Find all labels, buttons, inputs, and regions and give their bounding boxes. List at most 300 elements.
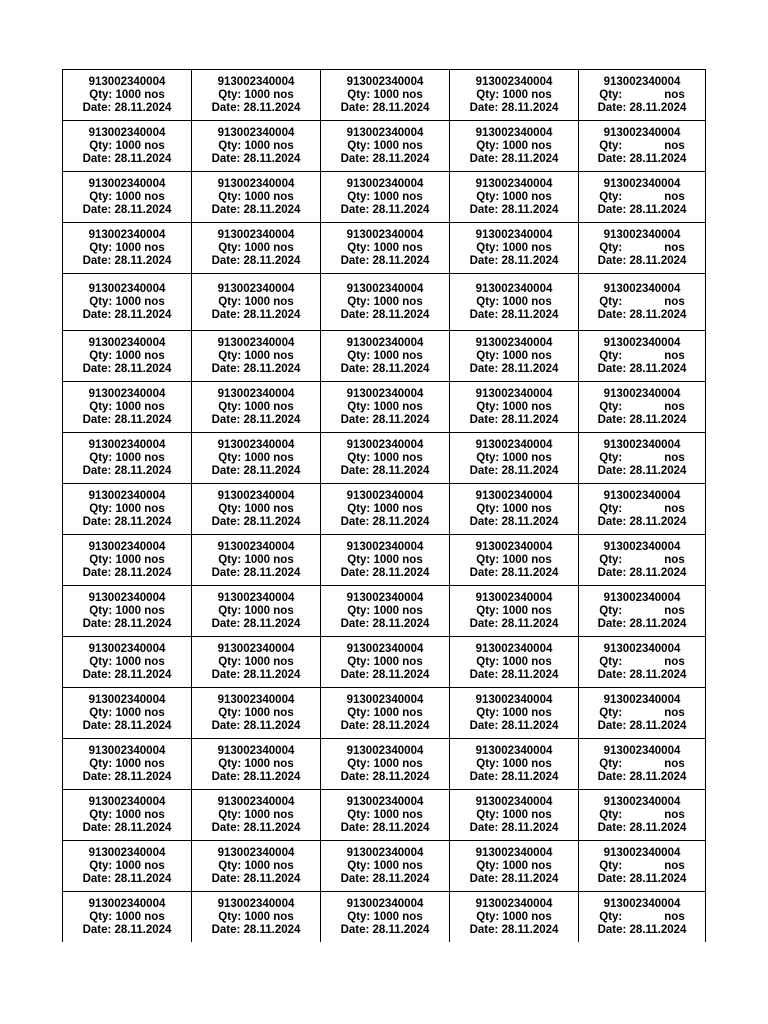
- quantity-label: Qty:: [599, 400, 623, 413]
- quantity-label: Qty:: [476, 139, 500, 152]
- date-line: Date: 28.11.2024: [340, 770, 430, 783]
- date-line: Date: 28.11.2024: [597, 719, 687, 732]
- part-code: 913002340004: [88, 591, 166, 604]
- quantity-label: Qty:: [218, 451, 242, 464]
- label-cell: [579, 688, 706, 739]
- quantity-label: Qty:: [599, 604, 623, 617]
- quantity-value: 1000: [502, 451, 529, 464]
- part-code: 913002340004: [217, 336, 295, 349]
- quantity-line: [321, 140, 449, 153]
- date-line: Date: 28.11.2024: [597, 362, 687, 375]
- quantity-line: [192, 758, 320, 771]
- part-code: 913002340004: [217, 489, 295, 502]
- label-cell: [192, 172, 321, 223]
- date-line: Date: 28.11.2024: [340, 464, 430, 477]
- quantity-label: Qty:: [89, 808, 113, 821]
- quantity-line: [63, 809, 191, 822]
- date-line: Date: 28.11.2024: [82, 203, 172, 216]
- quantity-unit: nos: [531, 604, 552, 617]
- quantity-label: Qty:: [218, 349, 242, 362]
- label-cell: [579, 223, 706, 274]
- date-line: Date: 28.11.2024: [597, 515, 687, 528]
- quantity-value: 1000: [373, 859, 400, 872]
- part-code: 913002340004: [88, 897, 166, 910]
- part-code: 913002340004: [346, 642, 424, 655]
- part-code: 913002340004: [603, 282, 681, 295]
- quantity-unit: nos: [144, 190, 165, 203]
- quantity-line: [63, 140, 191, 153]
- quantity-label: Qty:: [599, 706, 623, 719]
- quantity-line: [579, 758, 705, 771]
- part-code: 913002340004: [475, 795, 553, 808]
- label-cell: [192, 892, 321, 943]
- quantity-value: 1000: [244, 757, 271, 770]
- label-cell: [450, 70, 579, 121]
- label-cell: [450, 433, 579, 484]
- date-line: Date: 28.11.2024: [340, 254, 430, 267]
- date-line: Date: 28.11.2024: [469, 923, 559, 936]
- quantity-line: [579, 809, 705, 822]
- quantity-label: Qty:: [476, 757, 500, 770]
- quantity-line: [450, 911, 578, 924]
- quantity-value: 1000: [373, 910, 400, 923]
- quantity-line: [192, 242, 320, 255]
- part-code: 913002340004: [217, 126, 295, 139]
- label-cell: [579, 535, 706, 586]
- quantity-line: [192, 860, 320, 873]
- quantity-value: 1000: [115, 553, 142, 566]
- date-line: Date: 28.11.2024: [211, 101, 301, 114]
- quantity-line: [321, 452, 449, 465]
- label-cell: [192, 586, 321, 637]
- date-line: Date: 28.11.2024: [340, 821, 430, 834]
- quantity-label: Qty:: [89, 295, 113, 308]
- date-line: Date: 28.11.2024: [211, 617, 301, 630]
- part-code: 913002340004: [88, 282, 166, 295]
- quantity-unit: nos: [273, 910, 294, 923]
- quantity-label: Qty:: [89, 757, 113, 770]
- quantity-unit: nos: [402, 400, 423, 413]
- quantity-label: Qty:: [218, 295, 242, 308]
- label-cell: [63, 790, 192, 841]
- quantity-label: Qty:: [89, 190, 113, 203]
- label-cell: [579, 484, 706, 535]
- part-code: 913002340004: [475, 387, 553, 400]
- quantity-value: 1000: [115, 400, 142, 413]
- label-cell: [321, 172, 450, 223]
- date-line: Date: 28.11.2024: [469, 254, 559, 267]
- label-row: [63, 433, 706, 484]
- quantity-value: 1000: [115, 655, 142, 668]
- quantity-label: Qty:: [347, 190, 371, 203]
- date-line: Date: 28.11.2024: [211, 362, 301, 375]
- label-row: [63, 637, 706, 688]
- quantity-value: 1000: [502, 655, 529, 668]
- part-code: 913002340004: [475, 489, 553, 502]
- quantity-label: Qty:: [599, 859, 623, 872]
- quantity-value: 1000: [244, 859, 271, 872]
- quantity-line: [450, 89, 578, 102]
- quantity-line: [192, 452, 320, 465]
- label-cell: [450, 739, 579, 790]
- part-code: 913002340004: [88, 126, 166, 139]
- quantity-label: Qty:: [599, 241, 623, 254]
- quantity-value: 1000: [244, 502, 271, 515]
- quantity-unit: nos: [531, 295, 552, 308]
- quantity-label: Qty:: [218, 553, 242, 566]
- quantity-unit: nos: [273, 295, 294, 308]
- quantity-label: Qty:: [347, 553, 371, 566]
- quantity-line: [63, 242, 191, 255]
- part-code: 913002340004: [217, 744, 295, 757]
- quantity-label: Qty:: [89, 349, 113, 362]
- quantity-unit: nos: [144, 553, 165, 566]
- quantity-line: [63, 296, 191, 309]
- quantity-line: [192, 191, 320, 204]
- quantity-unit: nos: [273, 757, 294, 770]
- date-line: Date: 28.11.2024: [82, 308, 172, 321]
- quantity-label: Qty:: [476, 502, 500, 515]
- quantity-label: Qty:: [89, 451, 113, 464]
- quantity-line: [450, 860, 578, 873]
- quantity-unit: nos: [144, 241, 165, 254]
- quantity-label: Qty:: [347, 859, 371, 872]
- quantity-unit: nos: [402, 139, 423, 152]
- quantity-unit: nos: [273, 706, 294, 719]
- date-line: Date: 28.11.2024: [211, 719, 301, 732]
- quantity-value: 1000: [115, 139, 142, 152]
- label-cell: [63, 637, 192, 688]
- quantity-unit: nos: [402, 757, 423, 770]
- quantity-value: 1000: [244, 910, 271, 923]
- quantity-value: 1000: [373, 190, 400, 203]
- label-cell: [63, 172, 192, 223]
- quantity-label: Qty:: [347, 88, 371, 101]
- date-line: Date: 28.11.2024: [597, 464, 687, 477]
- part-code: 913002340004: [603, 126, 681, 139]
- label-cell: [321, 433, 450, 484]
- quantity-unit: nos: [664, 451, 685, 464]
- label-row: [63, 688, 706, 739]
- label-cell: [321, 223, 450, 274]
- quantity-line: [450, 242, 578, 255]
- quantity-value: 1000: [115, 190, 142, 203]
- label-cell: [63, 586, 192, 637]
- quantity-line: [450, 605, 578, 618]
- part-code: 913002340004: [603, 336, 681, 349]
- quantity-label: Qty:: [476, 88, 500, 101]
- quantity-label: Qty:: [347, 139, 371, 152]
- date-line: Date: 28.11.2024: [597, 872, 687, 885]
- part-code: 913002340004: [346, 228, 424, 241]
- quantity-unit: nos: [402, 910, 423, 923]
- quantity-value: 1000: [115, 349, 142, 362]
- part-code: 913002340004: [475, 336, 553, 349]
- quantity-value: 1000: [502, 553, 529, 566]
- part-code: 913002340004: [475, 897, 553, 910]
- quantity-label: Qty:: [476, 553, 500, 566]
- quantity-label: Qty:: [347, 502, 371, 515]
- label-cell: [579, 790, 706, 841]
- date-line: Date: 28.11.2024: [82, 152, 172, 165]
- label-cell: [450, 223, 579, 274]
- quantity-unit: nos: [273, 400, 294, 413]
- part-code: 913002340004: [88, 642, 166, 655]
- quantity-line: [450, 350, 578, 363]
- date-line: Date: 28.11.2024: [469, 617, 559, 630]
- quantity-value: 1000: [244, 295, 271, 308]
- quantity-unit: nos: [144, 757, 165, 770]
- quantity-value: 1000: [502, 88, 529, 101]
- label-cell: [579, 274, 706, 331]
- quantity-unit: nos: [531, 910, 552, 923]
- date-line: Date: 28.11.2024: [82, 413, 172, 426]
- quantity-value: 1000: [373, 241, 400, 254]
- quantity-value: 1000: [115, 706, 142, 719]
- quantity-unit: nos: [144, 502, 165, 515]
- date-line: Date: 28.11.2024: [340, 566, 430, 579]
- date-line: Date: 28.11.2024: [340, 872, 430, 885]
- date-line: Date: 28.11.2024: [469, 308, 559, 321]
- label-cell: [450, 274, 579, 331]
- date-line: Date: 28.11.2024: [82, 617, 172, 630]
- part-code: 913002340004: [346, 540, 424, 553]
- quantity-unit: nos: [531, 502, 552, 515]
- date-line: Date: 28.11.2024: [82, 464, 172, 477]
- quantity-line: [192, 296, 320, 309]
- part-code: 913002340004: [603, 591, 681, 604]
- label-cell: [579, 586, 706, 637]
- label-cell: [63, 70, 192, 121]
- quantity-line: [450, 758, 578, 771]
- date-line: Date: 28.11.2024: [82, 668, 172, 681]
- quantity-unit: nos: [144, 139, 165, 152]
- label-cell: [450, 331, 579, 382]
- quantity-label: Qty:: [599, 349, 623, 362]
- label-cell: [321, 688, 450, 739]
- date-line: Date: 28.11.2024: [211, 152, 301, 165]
- quantity-line: [579, 605, 705, 618]
- label-cell: [321, 535, 450, 586]
- date-line: Date: 28.11.2024: [82, 923, 172, 936]
- quantity-line: [63, 860, 191, 873]
- date-line: Date: 28.11.2024: [340, 515, 430, 528]
- part-code: 913002340004: [603, 744, 681, 757]
- quantity-value: 1000: [244, 706, 271, 719]
- part-code: 913002340004: [88, 438, 166, 451]
- quantity-unit: nos: [273, 859, 294, 872]
- quantity-line: [192, 503, 320, 516]
- quantity-line: [192, 605, 320, 618]
- quantity-line: [321, 242, 449, 255]
- quantity-unit: nos: [402, 502, 423, 515]
- quantity-label: Qty:: [599, 88, 623, 101]
- label-cell: [579, 637, 706, 688]
- date-line: Date: 28.11.2024: [469, 872, 559, 885]
- quantity-value: 1000: [244, 190, 271, 203]
- quantity-unit: nos: [402, 241, 423, 254]
- quantity-value: 1000: [244, 88, 271, 101]
- label-cell: [192, 223, 321, 274]
- quantity-unit: nos: [531, 655, 552, 668]
- quantity-label: Qty:: [347, 910, 371, 923]
- part-code: 913002340004: [217, 387, 295, 400]
- quantity-value: 1000: [502, 349, 529, 362]
- label-row: [63, 586, 706, 637]
- quantity-value: 1000: [373, 502, 400, 515]
- quantity-unit: nos: [273, 502, 294, 515]
- quantity-line: [321, 89, 449, 102]
- quantity-line: [63, 89, 191, 102]
- quantity-line: [63, 911, 191, 924]
- quantity-line: [579, 191, 705, 204]
- quantity-line: [192, 89, 320, 102]
- quantity-unit: nos: [531, 808, 552, 821]
- part-code: 913002340004: [603, 489, 681, 502]
- quantity-line: [579, 860, 705, 873]
- quantity-value: 1000: [115, 451, 142, 464]
- quantity-label: Qty:: [476, 451, 500, 464]
- quantity-label: Qty:: [476, 655, 500, 668]
- quantity-value: 1000: [373, 139, 400, 152]
- part-code: 913002340004: [475, 744, 553, 757]
- quantity-label: Qty:: [218, 400, 242, 413]
- date-line: Date: 28.11.2024: [82, 872, 172, 885]
- label-cell: [450, 121, 579, 172]
- part-code: 913002340004: [88, 387, 166, 400]
- part-code: 913002340004: [346, 282, 424, 295]
- quantity-line: [450, 707, 578, 720]
- date-line: Date: 28.11.2024: [469, 821, 559, 834]
- quantity-label: Qty:: [476, 241, 500, 254]
- quantity-unit: nos: [273, 190, 294, 203]
- date-line: Date: 28.11.2024: [211, 872, 301, 885]
- quantity-line: [450, 401, 578, 414]
- quantity-unit: nos: [664, 241, 685, 254]
- quantity-unit: nos: [402, 88, 423, 101]
- quantity-line: [321, 401, 449, 414]
- quantity-line: [579, 401, 705, 414]
- label-cell: [63, 382, 192, 433]
- quantity-label: Qty:: [347, 655, 371, 668]
- quantity-line: [321, 605, 449, 618]
- quantity-label: Qty:: [347, 295, 371, 308]
- quantity-label: Qty:: [476, 808, 500, 821]
- quantity-unit: nos: [144, 706, 165, 719]
- quantity-unit: nos: [664, 190, 685, 203]
- quantity-label: Qty:: [218, 139, 242, 152]
- label-cell: [579, 433, 706, 484]
- part-code: 913002340004: [475, 693, 553, 706]
- label-cell: [450, 790, 579, 841]
- quantity-label: Qty:: [89, 241, 113, 254]
- quantity-label: Qty:: [599, 139, 623, 152]
- part-code: 913002340004: [346, 336, 424, 349]
- label-cell: [321, 739, 450, 790]
- part-code: 913002340004: [603, 75, 681, 88]
- label-cell: [450, 382, 579, 433]
- date-line: Date: 28.11.2024: [82, 821, 172, 834]
- label-row: [63, 223, 706, 274]
- quantity-line: [579, 656, 705, 669]
- part-code: 913002340004: [346, 744, 424, 757]
- quantity-value: 1000: [244, 808, 271, 821]
- quantity-line: [450, 452, 578, 465]
- date-line: Date: 28.11.2024: [469, 770, 559, 783]
- quantity-line: [321, 707, 449, 720]
- date-line: Date: 28.11.2024: [82, 515, 172, 528]
- part-code: 913002340004: [603, 642, 681, 655]
- part-code: 913002340004: [217, 693, 295, 706]
- quantity-line: [192, 707, 320, 720]
- label-cell: [450, 841, 579, 892]
- quantity-label: Qty:: [89, 859, 113, 872]
- part-code: 913002340004: [217, 228, 295, 241]
- label-cell: [192, 484, 321, 535]
- quantity-value: 1000: [502, 241, 529, 254]
- date-line: Date: 28.11.2024: [469, 464, 559, 477]
- part-code: 913002340004: [217, 75, 295, 88]
- part-code: 913002340004: [475, 846, 553, 859]
- label-cell: [579, 892, 706, 943]
- label-cell: [579, 331, 706, 382]
- quantity-unit: nos: [144, 859, 165, 872]
- quantity-value: 1000: [244, 139, 271, 152]
- quantity-unit: nos: [664, 553, 685, 566]
- quantity-value: 1000: [373, 553, 400, 566]
- quantity-unit: nos: [273, 241, 294, 254]
- label-row: [63, 841, 706, 892]
- label-cell: [321, 586, 450, 637]
- part-code: 913002340004: [346, 897, 424, 910]
- quantity-label: Qty:: [89, 553, 113, 566]
- date-line: Date: 28.11.2024: [597, 770, 687, 783]
- part-code: 913002340004: [475, 591, 553, 604]
- quantity-label: Qty:: [89, 88, 113, 101]
- quantity-unit: nos: [664, 910, 685, 923]
- quantity-line: [321, 191, 449, 204]
- quantity-unit: nos: [144, 400, 165, 413]
- quantity-label: Qty:: [218, 859, 242, 872]
- quantity-value: 1000: [115, 604, 142, 617]
- quantity-value: 1000: [373, 655, 400, 668]
- part-code: 913002340004: [603, 897, 681, 910]
- quantity-line: [63, 554, 191, 567]
- part-code: 913002340004: [346, 846, 424, 859]
- quantity-line: [450, 503, 578, 516]
- label-cell: [450, 637, 579, 688]
- quantity-line: [63, 503, 191, 516]
- quantity-value: 1000: [373, 604, 400, 617]
- quantity-value: 1000: [244, 451, 271, 464]
- label-cell: [579, 172, 706, 223]
- quantity-unit: nos: [402, 655, 423, 668]
- quantity-unit: nos: [402, 808, 423, 821]
- date-line: Date: 28.11.2024: [211, 668, 301, 681]
- quantity-unit: nos: [144, 910, 165, 923]
- label-row: [63, 484, 706, 535]
- quantity-line: [63, 401, 191, 414]
- quantity-label: Qty:: [218, 190, 242, 203]
- quantity-label: Qty:: [347, 349, 371, 362]
- part-code: 913002340004: [88, 744, 166, 757]
- part-code: 913002340004: [346, 693, 424, 706]
- quantity-value: 1000: [502, 139, 529, 152]
- quantity-value: 1000: [115, 295, 142, 308]
- part-code: 913002340004: [603, 693, 681, 706]
- quantity-line: [450, 656, 578, 669]
- part-code: 913002340004: [346, 438, 424, 451]
